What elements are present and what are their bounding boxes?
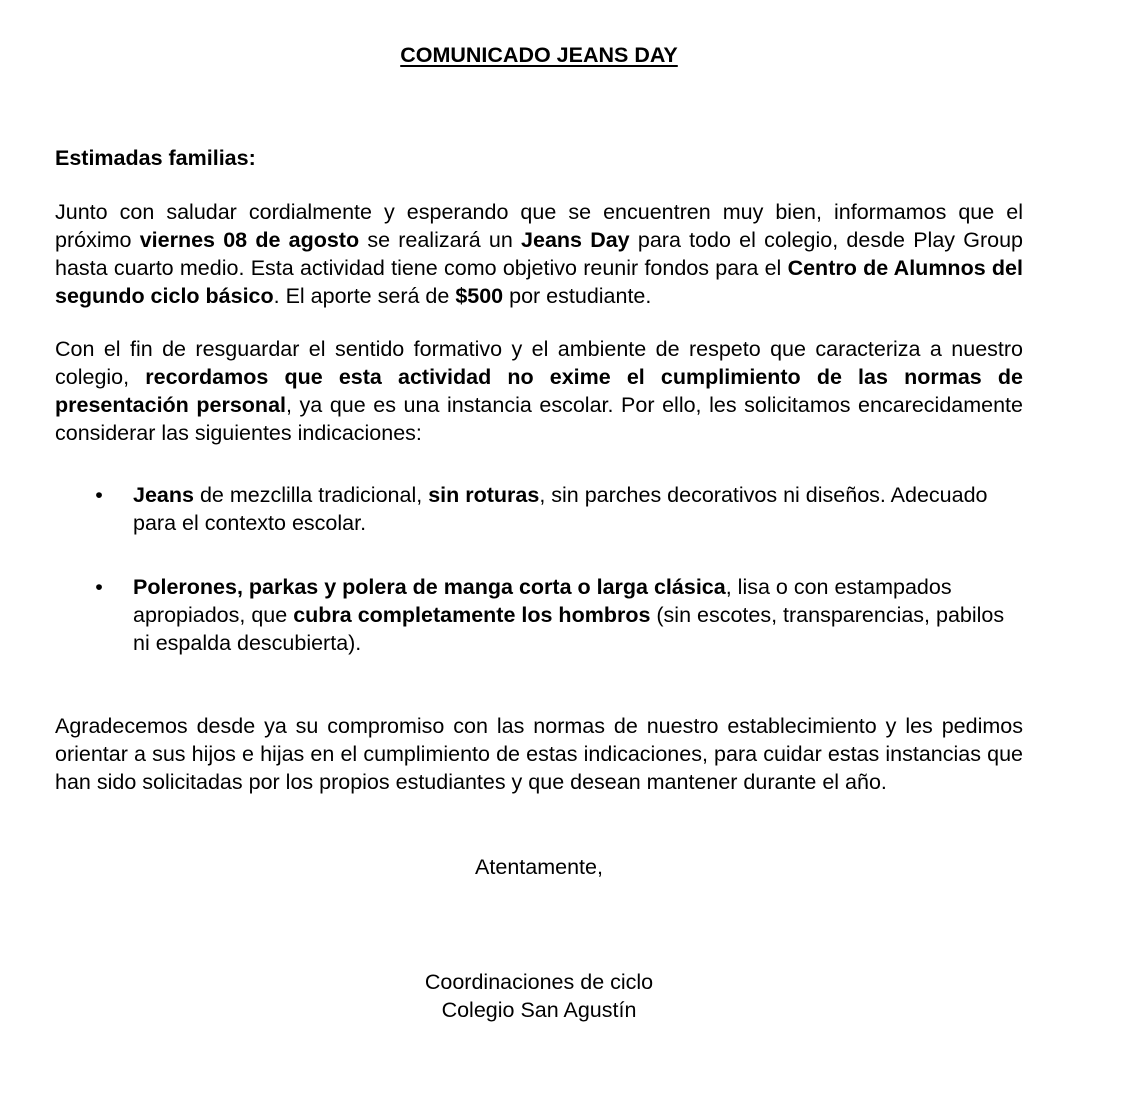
bullet-text: (sin escotes, transparencias, pabilos ni espalda descubierta). [133, 603, 1005, 655]
paragraph-rules [55, 335, 1023, 447]
paragraph-text: para todo el colegio, desde Play Group hasta cuarto medio. Esta actividad tiene como objetivo reunir fondos para el [55, 228, 1023, 280]
paragraph-text: Con el fin de resguardar el sentido formativo y el ambiente de respeto que caracteriza a nuestro colegio, [55, 337, 1023, 389]
bullet-dot: • [95, 483, 103, 507]
paragraph-text: se realizará un [359, 228, 522, 252]
paragraph-text: por estudiante. [503, 284, 652, 308]
paragraph-announcement [55, 198, 1023, 310]
signature-line-1: Coordinaciones de ciclo [424, 970, 654, 994]
beneficiary: Centro de Alumnos del segundo ciclo básico [55, 256, 1023, 308]
bullet-bold: Polerones, parkas y polera de manga corta o larga clásica [133, 575, 726, 599]
rules-reminder: recordamos que esta actividad no exime el cumplimiento de las normas de presentación personal [55, 365, 1023, 417]
greeting: Estimadas familias: [55, 146, 256, 170]
list-item-jeans [133, 481, 1013, 537]
bullet-bold: cubra completamente los hombros [293, 603, 651, 627]
closing-salutation: Atentamente, [475, 855, 603, 879]
list-item-tops [133, 573, 1013, 657]
contribution-amount: $500 [455, 284, 504, 308]
bullet-bold: Jeans [133, 483, 194, 507]
bullet-text: de mezclilla tradicional, [193, 483, 429, 507]
bullet-dot: • [95, 575, 103, 599]
event-date: viernes 08 de agosto [139, 228, 360, 252]
bullet-bold: sin roturas [428, 483, 540, 507]
paragraph-text: Junto con saludar cordialmente y esperando que se encuentren muy bien, informamos que el próximo [55, 200, 1023, 252]
event-name: Jeans Day [521, 228, 630, 252]
paragraph-text: , ya que es una instancia escolar. Por ello, les solicitamos encarecidamente considerar las siguientes indicaciones: [55, 393, 1023, 445]
signature-line-2: Colegio San Agustín [441, 998, 637, 1022]
paragraph-text: . El aporte será de [273, 284, 456, 308]
paragraph-thanks: Agradecemos desde ya su compromiso con las normas de nuestro establecimiento y les pedimos orientar a sus hijos e hijas en el cumplimiento de estas indicaciones, para cuidar estas instancias que han sido solicitadas por los propios estudiantes y que desean mantener durante el año. [55, 714, 1023, 794]
document-title: COMUNICADO JEANS DAY [400, 43, 678, 67]
bullet-text: , lisa o con estampados apropiados, que [133, 575, 952, 627]
bullet-text: , sin parches decorativos ni diseños. Adecuado para el contexto escolar. [133, 483, 988, 535]
